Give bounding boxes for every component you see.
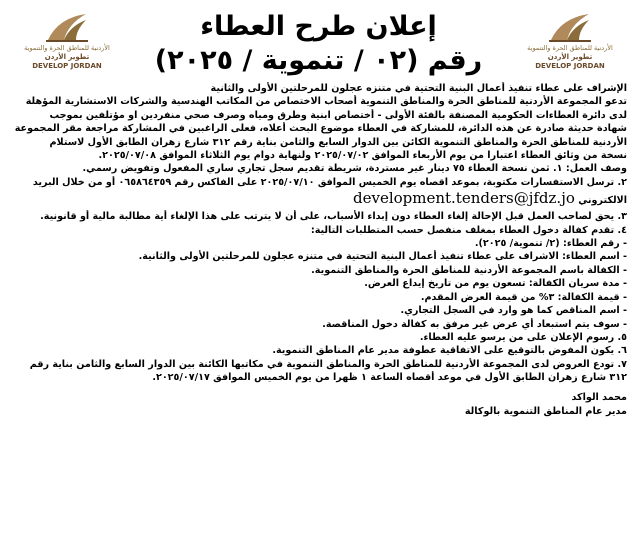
logo-arabic-brand: تطوير الأردن (44, 53, 90, 61)
list-item: ٥. رسوم الإعلان على من يرسو عليه العطاء. (419, 331, 627, 343)
list-item: ٣١٢ شارع زهران الطابق الأول في موعد أقصاه الساعة ١ ظهرا من يوم الخميس الموافق ٢٠٢٥/٠٧/١٧. (152, 372, 627, 384)
list-item: ٣. يحق لصاحب العمل قبل الإحالة إلغاء العطاء دون إبداء الأسباب، على أن لا يترتب على هذا الإلغاء أية مطالبة مالية أو قانونية. (40, 211, 627, 223)
intro-line: الإشراف على عطاء تنفيذ أعمال البنية التحتية في متنزه عجلون للمرحلتين الأولى والثانية (210, 83, 627, 94)
email-link[interactable]: development.tenders@jfdz.jo (352, 189, 575, 208)
logo-arabic-brand: تطوير الأردن (547, 53, 593, 61)
list-item: ٤. تقدم كفالة دخول العطاء بمغلف منفصل حسب المتطلبات التالية: (310, 224, 627, 236)
tender-number: رقم (٠٢ / تنموية / ٢٠٢٥) (154, 45, 483, 76)
email-line (10, 189, 627, 210)
list-item: - اسم المناقص كما هو وارد في السجل التجاري. (400, 305, 627, 317)
list-item: - قيمة الكفالة: ٣% من قيمة العرض المقدم. (420, 291, 627, 303)
logo-arabic-name: الأردنية للمناطق الحرة والتنموية (527, 44, 613, 52)
inquiries-item: ٢. ترسل الاستفسارات مكتوبة، بموعد اقصاه يوم الخميس الموافق ٢٠٢٥/٠٧/١٠ على الفاكس رقم ٠٦٥٨٦٤٣٥٩ أو من خلال البريد (32, 176, 627, 188)
organization-logo-left (12, 10, 122, 71)
logo-english-brand: DEVELOP JORDAN (32, 62, 102, 70)
announcement-header (10, 0, 627, 82)
list-item: - اسم العطاء: الاشراف على عطاء تنفيذ أعمال البنية التحتية في متنزه عجلون للمرحلتين الأولى والثانية. (138, 251, 627, 263)
signature-block (10, 391, 627, 419)
work-description: وصف العمل: ١. ثمن نسخة العطاء ٧٥ دينار غير مستردة، شريطة تقديم سجل تجاري ساري المفعول وتفويض رسمي. (82, 163, 627, 175)
title-block (130, 10, 507, 78)
announcement-body (10, 82, 627, 385)
list-item: - رقم العطاء: (٢/ تنموية/ ٢٠٢٥). (474, 238, 627, 250)
intro-line: شهادة حديثة صادرة عن هذه الدائرة، للمشاركة في العطاء موضوع البحث أعلاه، فعلى الراغبين في المشاركة مراجعة مقر المجموعة (14, 123, 627, 135)
list-item: - الكفالة باسم المجموعة الأردنية للمناطق الحرة والمناطق التنموية. (311, 264, 627, 276)
logo-english-brand: DEVELOP JORDAN (535, 62, 605, 70)
intro-line: الأردنية للمناطق الحرة والمناطق التنموية الكائن بين الدوار السابع والثامن بناية رقم ٣١٢ شارع زهران الطابق الأول لاستلام (49, 136, 627, 148)
intro-line: لدى دائرة العطاءات الحكومية المصنفة بالفئة الأولى - أختصاص ابنية وطرق ومياه وصرف صحي منفردين او مؤتلفين بموجب (49, 109, 627, 121)
intro-line: نسخة من وثائق العطاء اعتبارا من يوم الأربعاء الموافق ٢٠٢٥/٠٧/٠٢ ولنهاية دوام يوم الثلاثاء الموافق ٢٠٢٥/٠٧/٠٨. (98, 150, 627, 162)
email-prefix: الالكتروني (578, 195, 627, 207)
building-logo-icon (44, 10, 90, 44)
intro-line: تدعو المجموعة الأردنية للمناطق الحرة والمناطق التنموية أصحاب الاختصاص من المكاتب الهندسية والشركات الاستشارية المؤهلة (25, 96, 627, 108)
list-item: ٦. يكون المفوض بالتوقيع على الاتفاقية عطوفة مدير عام المناطق التنموية. (272, 345, 627, 357)
list-item: - مدة سريان الكفالة: تسعون يوم من تاريخ إيداع العرض. (364, 278, 627, 290)
list-item: - سوف يتم استبعاد أي عرض غير مرفق به كفالة دخول المناقصة. (322, 318, 627, 330)
building-logo-icon (547, 10, 593, 44)
signatory-name: محمد الواكد (571, 391, 627, 403)
list-item: ٧. تودع العروض لدى المجموعة الأردنية للمناطق الحرة والمناطق التنموية في مكاتبها الكائنة بين الدوار السابع والثامن بناية رقم (29, 358, 627, 370)
page-title: إعلان طرح العطاء (200, 11, 437, 42)
signatory-position: مدير عام المناطق التنموية بالوكالة (464, 405, 627, 417)
organization-logo-right (515, 10, 625, 71)
logo-arabic-name: الأردنية للمناطق الحرة والتنموية (24, 44, 110, 52)
